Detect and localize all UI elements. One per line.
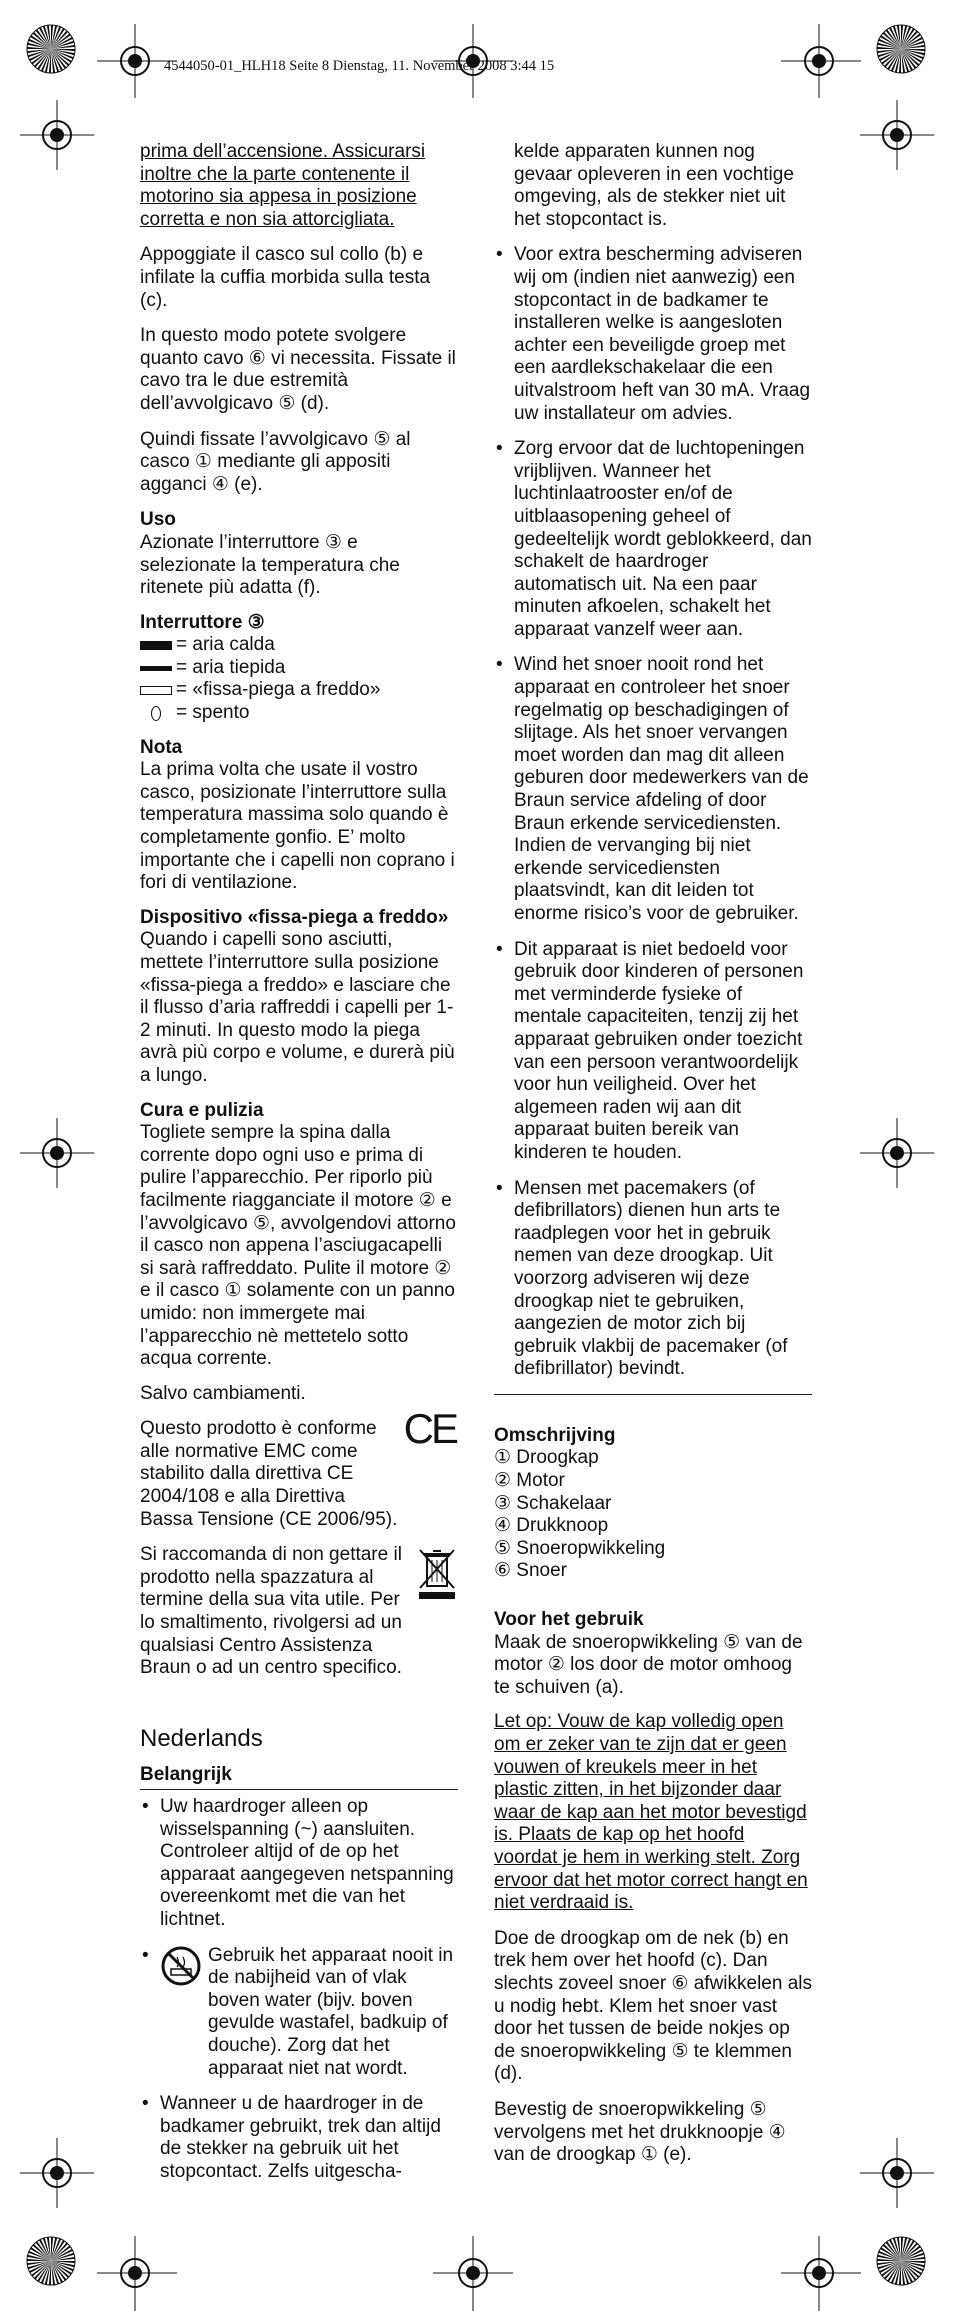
safety-list-continued: [494, 244, 812, 1381]
list-item-continued: kelde apparaten kunnen nog gevaar opleveren in een vochtige omgeving, als de stekker niet uit het stopcontact is.: [514, 141, 794, 230]
disposal-text: [140, 1544, 458, 1680]
switch-legend-label: = «fissa-piega a freddo»: [176, 679, 381, 701]
registration-mark-top-right: [766, 24, 876, 98]
starburst-top-left: [26, 24, 76, 74]
starburst-top-right: [876, 24, 926, 74]
switch-legend-row: [140, 679, 458, 702]
section-heading: Dispositivo «fissa-piega a freddo»: [140, 906, 449, 928]
safety-list: [140, 1796, 458, 2184]
off-symbol-icon: [151, 706, 161, 721]
italian-paragraph: In questo modo potete svolgere quanto cavo ⑥ vi necessita. Fissate il cavo tra le due estremità dell’avvolgicavo ⑤ (d).: [140, 325, 456, 414]
language-heading: Nederlands: [140, 1724, 263, 1752]
registration-mark-left-middle: [20, 1118, 94, 1188]
registration-mark-left-upper: [20, 100, 94, 170]
starburst-bottom-right: [876, 2236, 926, 2286]
crossed-bin-icon: [416, 1546, 458, 1599]
switch-legend-row: [140, 634, 458, 657]
part-item: ④ Drukknoop: [494, 1515, 609, 1537]
hot-air-symbol-icon: [140, 641, 172, 650]
list-item: • Wind het snoer nooit rond het apparaat en controleer het snoer regelmatig op beschadigingen of slijtage. Als het snoer vervangen moet worden dan mag dit alleen geburen door medewerkers van de Braun service afdeling of door Braun erkende servicediensten. Indien de vervanging bij niet erkende servicediensten plaatsvindt, kan dit leiden tot enorme risico’s voor de gebruiker.: [494, 654, 812, 925]
part-item: ① Droogkap: [494, 1447, 599, 1469]
dutch-paragraph: Bevestig de snoeropwikkeling ⑤ vervolgens met het drukknoopje ④ van de droogkap ① (e).: [494, 2098, 786, 2166]
part-item: ② Motor: [494, 1470, 565, 1492]
list-item: • Wanneer u de haardroger in de badkamer gebruikt, trek dan altijd de stekker na gebruik uit het stopcontact. Zelfs uitgescha-: [140, 2093, 458, 2183]
part-item: ③ Schakelaar: [494, 1492, 612, 1514]
registration-mark-right-lower: [860, 2138, 934, 2208]
switch-legend-label: = aria tiepida: [176, 656, 286, 678]
list-item: • Voor extra bescherming adviseren wij om (indien niet aanwezig) een stopcontact in de badkamer te installeren welke is aangesloten achter een beveiligde groep met een aardlekschakelaar die een uitvalstroom heft van 30 mA. Vraag uw installateur om advies.: [494, 244, 812, 425]
subject-to-change-note: Salvo cambiamenti.: [140, 1382, 306, 1404]
print-header: 4544050-01_HLH18 Seite 8 Dienstag, 11. November 2008 3:44 15: [164, 58, 555, 74]
registration-mark-right-upper: [860, 100, 934, 170]
warm-air-symbol-icon: [140, 666, 172, 671]
no-water-icon: [160, 1945, 208, 2081]
registration-mark-bottom-right: [766, 2236, 876, 2311]
left-column: [140, 141, 458, 2197]
list-item-text: • Gebruik het apparaat nooit in de nabijheid van of vlak boven water (bijv. boven gevulde wastafel, badkuip of douche). Zorg dat het apparaat niet nat wordt.: [208, 1944, 454, 2079]
uso-section: [140, 509, 458, 599]
emc-notice: [140, 1405, 458, 1531]
switch-section: [140, 612, 458, 725]
disposal-notice: [140, 1544, 458, 1680]
section-text: Togliete sempre la spina dalla corrente dopo ogni uso e prima di pulire l’apparecchio. Per riporlo più facilmente riagganciate il motore ② e l’avvolgicavo ⑤, avvolgendovi attorno il casco non appena l’asciugacapelli si sarà raffreddato. Pulite il motore ② e il casco ① solamente con un panno umido: non immergete mai l’apparecchio nè mettetelo sotto acqua corrente.: [140, 1122, 456, 1370]
italian-intro-warning: prima dell’accensione. Assicurarsi inoltre che la parte contenente il motorino sia appesa in posizione corretta e non sia attorcigliata.: [140, 141, 426, 230]
section-text: Azionate l’interruttore ③ e selezionate la temperatura che ritenete più adatta (f).: [140, 531, 400, 599]
switch-legend-row: [140, 657, 458, 680]
cool-shot-section: [140, 907, 458, 1088]
list-item: • Zorg ervoor dat de luchtopeningen vrijblijven. Wanneer het luchtinlaatrooster en/of de uitblaasopening geheel of gedeeltelijk wordt geblokkeerd, dan schakelt de haardroger automatisch uit. Na een paar minuten afkoelen, schakelt het apparaat vanzelf weer aan.: [494, 438, 812, 641]
description-section: [494, 1425, 812, 1583]
emc-text: Questo prodotto è conforme alle normative EMC come stabilito dalla direttiva CE 2004/108 e alla Direttiva Bassa Tensione (CE 2006/95).: [140, 1418, 398, 1530]
section-heading: Voor het gebruik: [494, 1609, 644, 1631]
italian-paragraph: Appoggiate il casco sul collo (b) e infilate la cuffia morbida sulla testa (c).: [140, 244, 431, 311]
section-text: Quando i capelli sono asciutti, mettete l’interruttore sulla posizione «fissa-piega a freddo» e lasciare che il flusso d’aria raffreddi i capelli per 1-2 minuti. In questo modo la piega avrà più corpo e volume, e durerà più a lungo.: [140, 929, 455, 1086]
registration-mark-right-middle: [860, 1118, 934, 1188]
starburst-bottom-left: [26, 2236, 76, 2286]
cool-shot-symbol-icon: [140, 686, 172, 695]
section-heading: Belangrijk: [140, 1764, 232, 1786]
registration-mark-bottom-center: [418, 2236, 528, 2311]
dutch-warning: Let op: Vouw de kap volledig open om er zeker van te zijn dat er geen vouwen of kreukels meer in het plastic zitten, in het bijzonder daar waar de kap aan het motor bevestigd is. Plaats de kap op het hoofd voordat je hem in werking stelt. Zorg ervoor dat het motor correct hangt en niet verdraaid is.: [494, 1711, 808, 1914]
section-heading: Omschrijving: [494, 1424, 616, 1446]
section-divider: [494, 1394, 812, 1395]
before-use-section: [494, 1609, 812, 1699]
dutch-paragraph: Doe de droogkap om de nek (b) en trek hem over het hoofd (c). Dan slechts zoveel snoer ⑥ afwikkelen als u nodig hebt. Klem het snoer vast door het tussen de beide nokjes op de snoeropwikkeling ⑤ te klemmen (d).: [494, 1927, 813, 2085]
nota-section: [140, 737, 458, 895]
list-item: • Uw haardroger alleen op wisselspanning (~) aansluiten. Controleer altijd of de op het apparaat aangegeven netspanning overeenkomt met die van het lichtnet.: [140, 1796, 458, 1932]
list-item: • Mensen met pacemakers (of defibrillators) dienen hun arts te raadplegen voor het in gebruik nemen van deze droogkap. Uit voorzorg adviseren wij deze droogkap niet te gebruiken, aangezien de motor zich bij gebruik vlakbij de pacemaker (of defibrillator) bevindt.: [494, 1178, 812, 1381]
list-item: [140, 1945, 458, 2081]
cleaning-section: [140, 1100, 458, 1371]
right-column: [494, 141, 812, 2180]
section-heading: Uso: [140, 509, 176, 531]
disposal-text-body: Si raccomanda di non gettare il prodotto nella spazzatura al termine della sua vita utile. Per lo smaltimento, rivolgersi ad un qualsiasi Centro Assistenza Braun o ad un centro specifico.: [140, 1544, 402, 1679]
italian-paragraph: Quindi fissate l’avvolgicavo ⑤ al casco ① mediante gli appositi agganci ④ (e).: [140, 428, 411, 495]
section-heading: Interruttore ③: [140, 611, 265, 633]
part-item: ⑤ Snoeropwikkeling: [494, 1537, 666, 1559]
section-heading: Cura e pulizia: [140, 1099, 264, 1121]
list-item: • Dit apparaat is niet bedoeld voor gebruik door kinderen of personen met verminderde fysieke of mentale capaciteiten, tenzij zij het apparaat gebruiken onder toezicht van een persoon verantwoordelijk voor hun veiligheid. Over het algemeen raden wij aan dit apparaat buiten bereik van kinderen te houden.: [494, 939, 812, 1165]
registration-mark-left-lower: [20, 2138, 94, 2208]
ce-mark-icon: CE: [403, 1405, 456, 1453]
switch-legend-label: = spento: [176, 702, 250, 724]
section-heading: Nota: [140, 736, 183, 758]
heading-rule: [140, 1789, 458, 1790]
switch-legend-label: = aria calda: [176, 634, 275, 656]
section-text: La prima volta che usate il vostro casco, posizionate l’interruttore sulla temperatura massima solo quando è completamente gonfio. E’ molto importante che i capelli non coprano i fori di ventilazione.: [140, 759, 455, 894]
registration-mark-bottom-left: [82, 2236, 192, 2311]
section-text: Maak de snoeropwikkeling ⑤ van de motor ② los door de motor omhoog te schuiven (a).: [494, 1631, 803, 1698]
part-item: ⑥ Snoer: [494, 1560, 568, 1582]
switch-legend-row: [140, 702, 458, 725]
